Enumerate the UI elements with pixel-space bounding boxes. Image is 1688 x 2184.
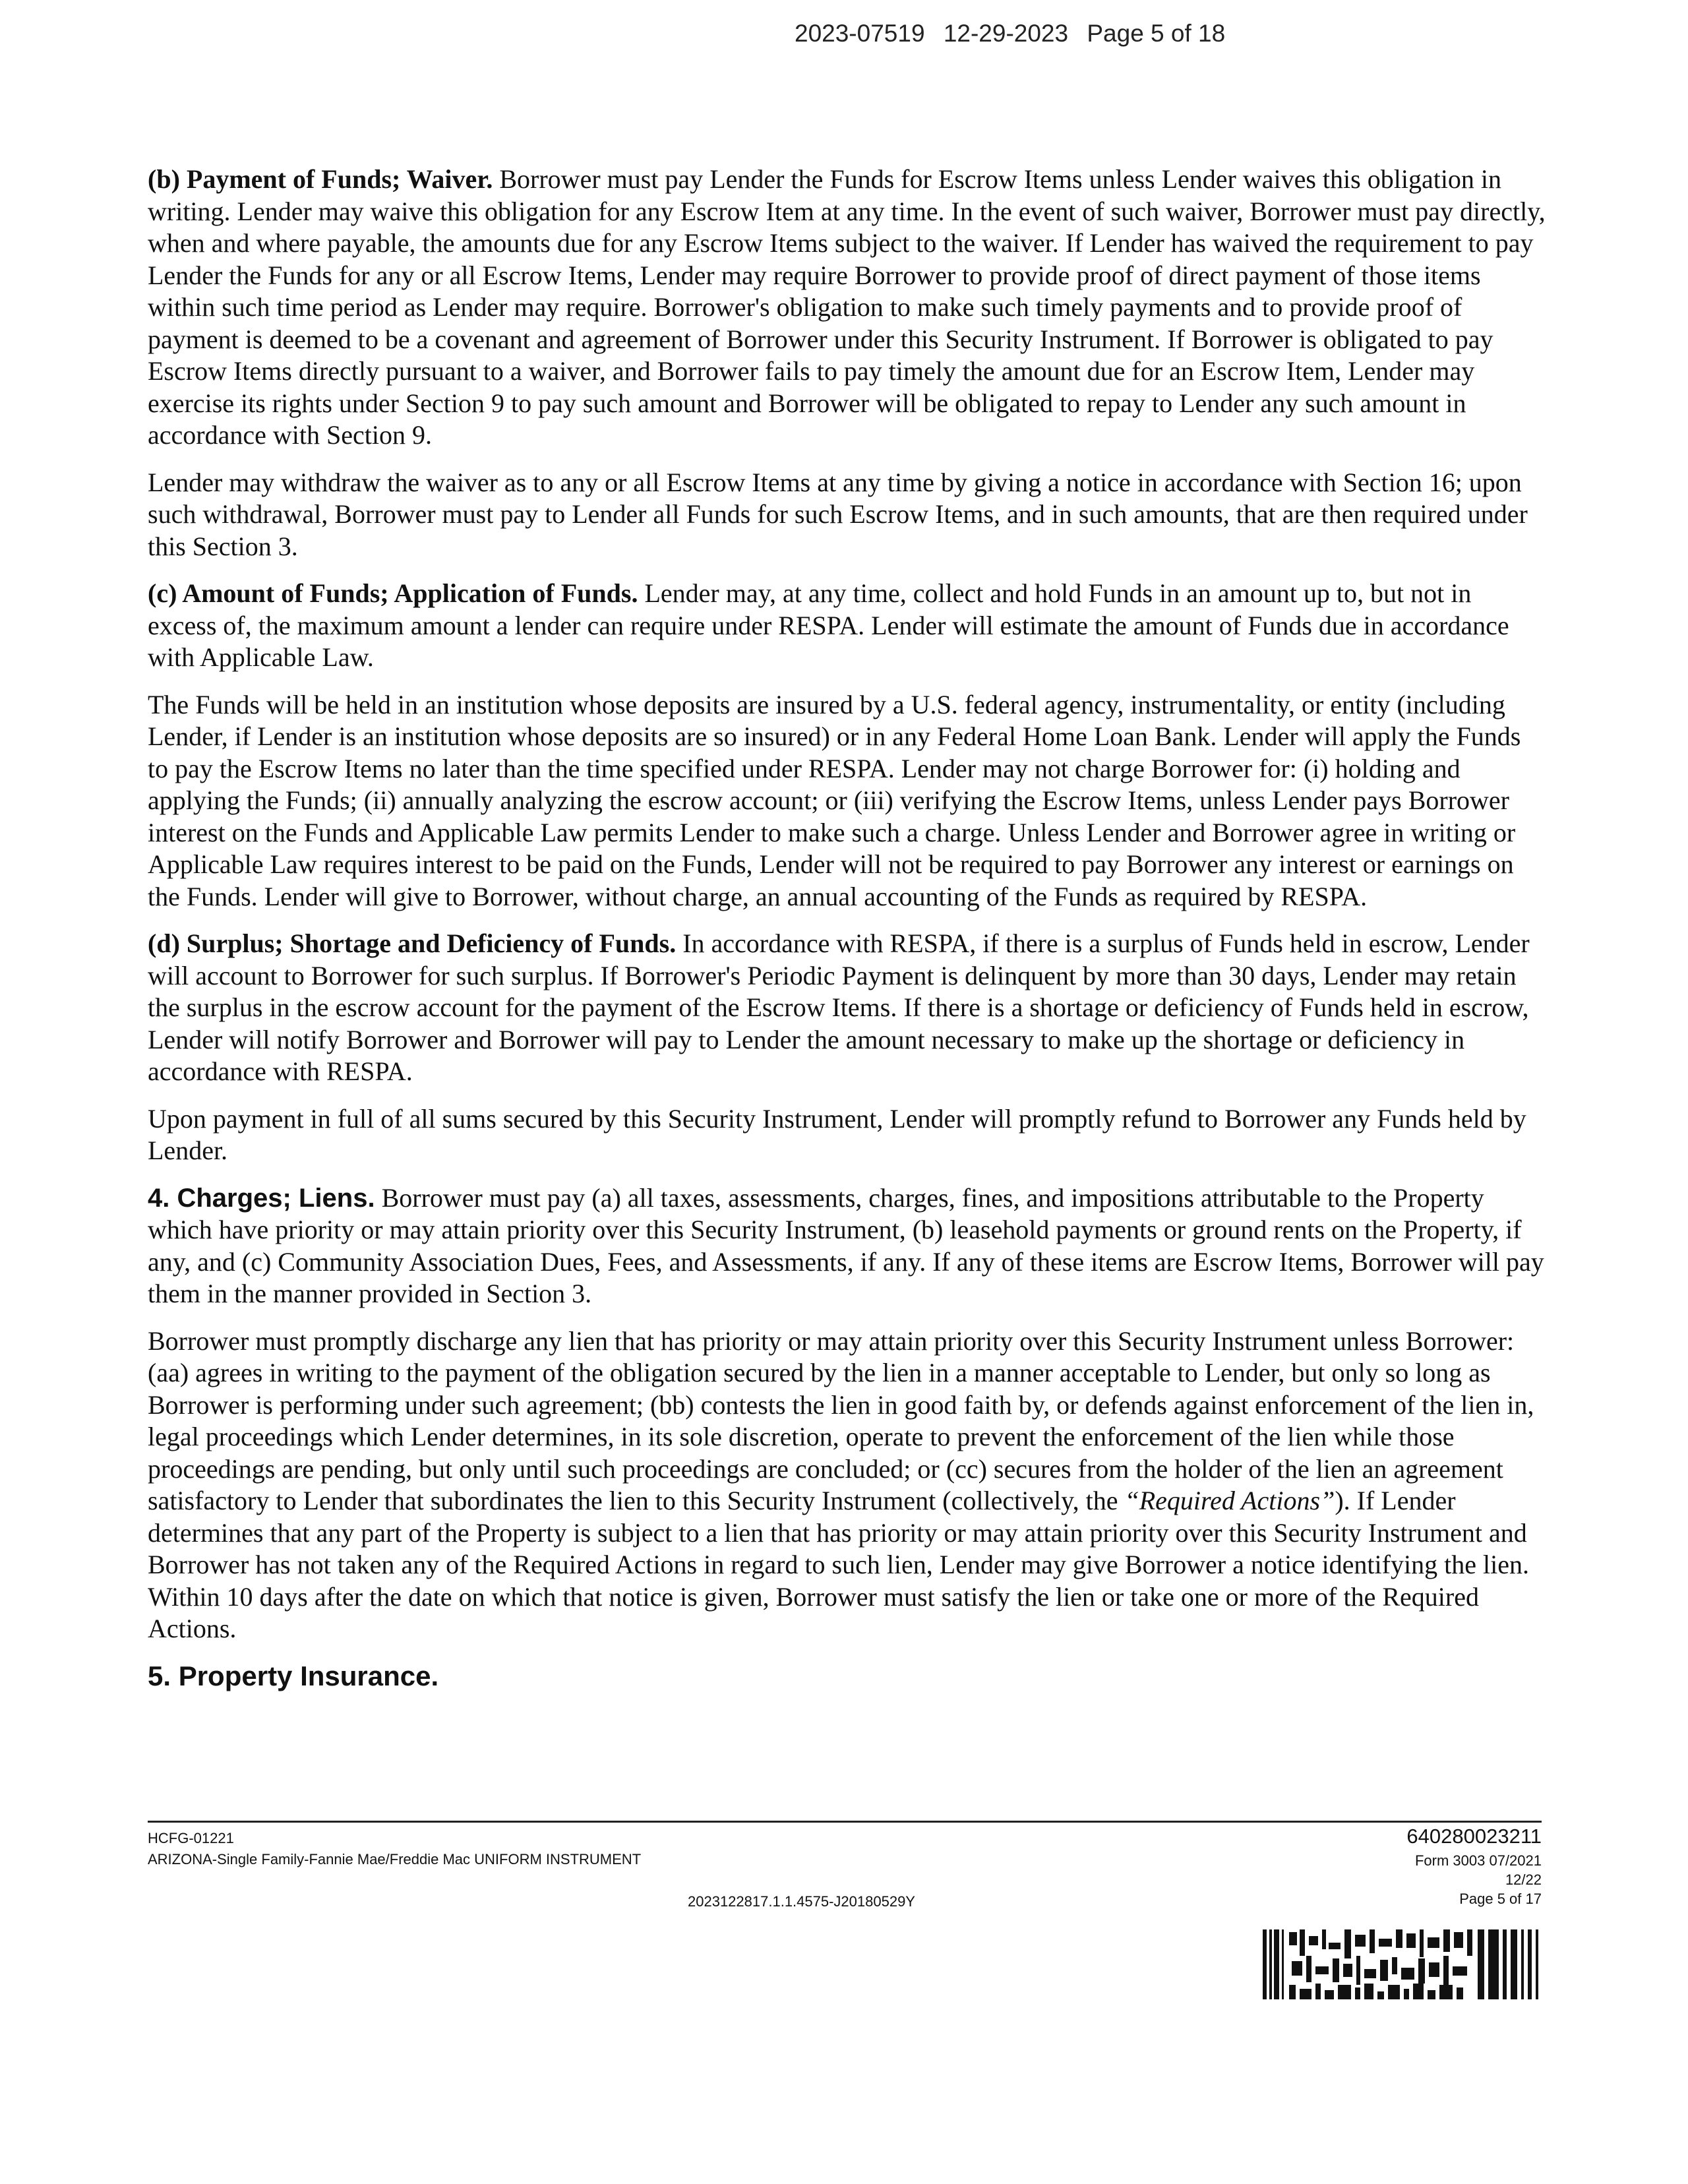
footer-tracking: 2023122817.1.1.4575-J20180529Y [688,1893,915,1910]
paragraph-4 [148,1182,1546,1310]
recording-stamp [795,20,1237,47]
recording-date: 12-29-2023 [943,20,1069,47]
heading-4: 4. Charges; Liens. [148,1183,375,1213]
heading-d: (d) Surplus; Shortage and Deficiency of Funds. [148,928,677,958]
paragraph-c [148,578,1546,674]
paragraph-b [148,164,1546,452]
footer-instrument: ARIZONA-Single Family-Fannie Mae/Freddie Mac UNIFORM INSTRUMENT [148,1851,642,1867]
heading-b: (b) Payment of Funds; Waiver. [148,164,493,194]
heading-c: (c) Amount of Funds; Application of Funds. [148,578,638,608]
paragraph-4-2 [148,1325,1546,1645]
paragraph-d [148,928,1546,1088]
footer-form: Form 3003 07/2021 [1414,1852,1542,1869]
defined-term: “Required Actions” [1124,1486,1335,1515]
footer-form-code: HCFG-01221 [148,1830,234,1846]
document-body [148,164,1546,1707]
text-d: In accordance with RESPA, if there is a surplus of Funds held in escrow, Lender will account to Borrower for such surplus. If Borrower's Periodic Payment is delinquent by more than 30 days, Lender may retain the surplus in the escrow account for the payment of the Escrow Items. If there is a shortage or deficiency of Funds held in escrow, Lender will notify Borrower and Borrower will pay to Lender the amount necessary to make up the shortage or deficiency in accordance with RESPA. [148,928,1530,1086]
text-4-2a: Borrower must promptly discharge any lien that has priority or may attain priority over this Security Instrument unless Borrower: (aa) agrees in writing to the payment of the obligation secured by the lien in a manner acceptable to Lender, but only so long as Borrower is performing under such agreement; (bb) contests the lien in good faith by, or defends against enforcement of the lien in, legal proceedings which Lender determines, in its sole discretion, operate to prevent the enforcement of the lien while those proceedings are pending, but only until such proceedings are concluded; or (cc) secures from the holder of the lien an agreement satisfactory to Lender that subordinates the lien to this Security Instrument (collectively, the [148,1325,1534,1515]
recording-page: Page 5 of 18 [1087,20,1226,47]
recording-number: 2023-07519 [795,20,925,47]
text-4-2b: ). If Lender determines that any part of the Property is subject to a lien that has priority or may attain priority over this Security Instrument and Borrower has not taken any of the Required Actions in regard to such lien, Lender may give Borrower a notice identifying the lien. Within 10 days after the date on which that notice is given, Borrower must satisfy the lien or take one or more of the Required Actions. [148,1486,1529,1643]
footer-divider [148,1821,1542,1823]
footer-loan-number: 640280023211 [1406,1825,1542,1848]
footer-page: Page 5 of 17 [1459,1891,1542,1907]
heading-5: 5. Property Insurance. [148,1660,439,1691]
text-4: Borrower must pay (a) all taxes, assessments, charges, fines, and impositions attributable to the Property which have priority or may attain priority over this Security Instrument, (b) leasehold payments or ground rents on the Property, if any, and (c) Community Association Dues, Fees, and Assessments, if any. If any of these items are Escrow Items, Borrower will pay them in the manner provided in Section 3. [148,1182,1544,1308]
paragraph-c-2: The Funds will be held in an institution whose deposits are insured by a U.S. federal agency, instrumentality, or entity (including Lender, if Lender is an institution whose deposits are so insured) or in any Federal Home Loan Bank. Lender will apply the Funds to pay the Escrow Items no later than the time specified under RESPA. Lender may not charge Borrower for: (i) holding and applying the Funds; (ii) annually analyzing the escrow account; or (iii) verifying the Escrow Items, unless Lender pays Borrower interest on the Funds and Applicable Law permits Lender to make such a charge. Unless Lender and Borrower agree in writing or Applicable Law requires interest to be paid on the Funds, Lender will not be required to pay Borrower any interest or earnings on the Funds. Lender will give to Borrower, without charge, an annual accounting of the Funds as required by RESPA. [148,689,1521,911]
text-c: Lender may, at any time, collect and hold Funds in an amount up to, but not in excess of, the maximum amount a lender can require under RESPA. Lender will estimate the amount of Funds due in accordance with Applicable Law. [148,578,1509,672]
footer-revision: 12/22 [1505,1871,1542,1888]
text-b: Borrower must pay Lender the Funds for Escrow Items unless Lender waives this obligation in writing. Lender may waive this obligation for any Escrow Item at any time. In the event of such waiver, Borrower must pay directly, when and where payable, the amounts due for any Escrow Items subject to the waiver. If Lender has waived the requirement to pay Lender the Funds for any or all Escrow Items, Lender may require Borrower to provide proof of direct payment of those items within such time period as Lender may require. Borrower's obligation to make such timely payments and to provide proof of payment is deemed to be a covenant and agreement of Borrower under this Security Instrument. If Borrower is obligated to pay Escrow Items directly pursuant to a waiver, and Borrower fails to pay timely the amount due for an Escrow Item, Lender may exercise its rights under Section 9 to pay such amount and Borrower will be obligated to repay to Lender any such amount in accordance with Section 9. [148,164,1546,450]
barcode [1263,1929,1540,1999]
paragraph-b-2: Lender may withdraw the waiver as to any or all Escrow Items at any time by giving a notice in accordance with Section 16; upon such withdrawal, Borrower must pay to Lender all Funds for such Escrow Items, and in such amounts, that are then required under this Section 3. [148,467,1528,561]
paragraph-d-2: Upon payment in full of all sums secured by this Security Instrument, Lender will promptly refund to Borrower any Funds held by Lender. [148,1103,1526,1165]
